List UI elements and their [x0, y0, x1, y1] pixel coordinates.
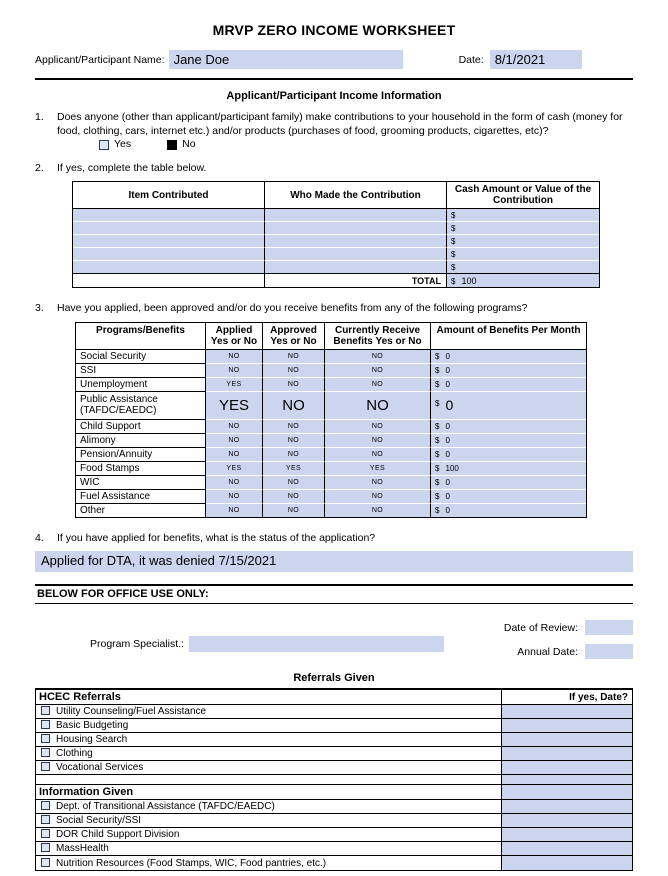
applied-value[interactable]: YES [206, 462, 263, 476]
referral-label: Housing Search [56, 734, 128, 746]
who-made-cell[interactable] [265, 209, 447, 222]
office-use-header [35, 584, 633, 604]
column-header: Approved Yes or No [263, 323, 325, 350]
hcec-referrals-header: HCEC Referrals [36, 690, 502, 705]
question-3-text: Have you applied, been approved and/or do you receive benefits from any of the following programs? [57, 302, 528, 315]
header-divider [35, 78, 633, 80]
referral-label: Social Security/SSI [56, 815, 142, 827]
referral-label: MassHealth [56, 843, 109, 855]
amount-value: 0 [445, 477, 450, 487]
program-specialist-label: Program Specialist.: [90, 638, 184, 651]
approved-value[interactable]: NO [263, 434, 325, 448]
referral-label: Utility Counseling/Fuel Assistance [56, 706, 207, 718]
program-name: SSI [76, 364, 206, 378]
dollar-sign: $ [435, 379, 440, 389]
cash-amount-cell[interactable] [447, 222, 599, 235]
dollar-sign: $ [435, 435, 440, 445]
question-4-text: If you have applied for benefits, what is the status of the application? [57, 531, 376, 544]
date-input[interactable]: 8/1/2021 [490, 50, 582, 69]
contribution-table [72, 181, 600, 288]
question-3 [35, 302, 633, 316]
checkbox[interactable] [41, 843, 50, 852]
amount-value: 0 [445, 397, 454, 414]
list-item [36, 828, 632, 842]
date-cell[interactable] [502, 719, 632, 733]
receive-value[interactable]: NO [325, 490, 431, 504]
table-row [73, 248, 599, 261]
item-contributed-cell[interactable] [73, 235, 265, 248]
program-name: Food Stamps [76, 462, 206, 476]
referral-label: Nutrition Resources (Food Stamps, WIC, Food pantries, etc.) [56, 857, 327, 869]
dollar-sign: $ [435, 505, 440, 515]
total-amount-value: 100 [461, 275, 477, 286]
checkbox[interactable] [41, 762, 50, 771]
question-2-text: If yes, complete the table below. [57, 161, 207, 174]
amount-cell[interactable] [431, 448, 586, 462]
column-header: Applied Yes or No [206, 323, 263, 350]
column-header: Amount of Benefits Per Month [431, 323, 586, 350]
receive-value[interactable]: NO [325, 476, 431, 490]
question-1-text: Does anyone (other than applicant/participant family) make contributions to your household in the form of cash (money for food, clothing, cars, internet etc.) and/or products (purchases of food, grooming products, cigarettes, etc)? [57, 111, 623, 137]
total-amount-cell[interactable] [447, 274, 599, 287]
who-made-cell[interactable] [265, 222, 447, 235]
table-row [76, 350, 586, 364]
applied-value[interactable]: NO [206, 490, 263, 504]
page-title: MRVP ZERO INCOME WORKSHEET [212, 22, 456, 38]
receive-value[interactable]: NO [325, 504, 431, 517]
receive-value[interactable]: NO [325, 434, 431, 448]
list-item [36, 800, 632, 814]
question-4 [35, 532, 633, 546]
amount-value: 100 [445, 463, 459, 473]
date-cell[interactable] [502, 775, 632, 785]
checkbox[interactable] [41, 706, 50, 715]
total-label: TOTAL [265, 274, 447, 287]
checkbox[interactable] [41, 815, 50, 824]
referrals-given-title: Referrals Given [293, 672, 375, 685]
contribution-header-row [73, 182, 599, 209]
yes-label: Yes [114, 138, 132, 151]
amount-value: 0 [445, 365, 450, 375]
amount-value: 0 [445, 505, 450, 515]
amount-cell[interactable] [431, 476, 586, 490]
annual-date-input[interactable] [585, 644, 633, 659]
table-row [76, 434, 586, 448]
approved-value[interactable]: YES [263, 462, 325, 476]
table-row [76, 364, 586, 378]
dollar-sign: $ [435, 351, 440, 361]
date-cell[interactable] [502, 828, 632, 842]
applied-value[interactable]: NO [206, 364, 263, 378]
item-contributed-cell[interactable] [73, 248, 265, 261]
referrals-table [35, 688, 633, 871]
approved-value[interactable]: NO [263, 490, 325, 504]
receive-value[interactable]: NO [325, 378, 431, 392]
table-row [76, 420, 586, 434]
program-name: Unemployment [76, 378, 206, 392]
question-number: 1. [35, 111, 44, 123]
program-name: Pension/Annuity [76, 448, 206, 462]
program-specialist-input[interactable] [189, 636, 444, 652]
date-of-review-label: Date of Review: [503, 621, 578, 634]
list-item [36, 856, 632, 870]
dollar-sign: $ [435, 421, 440, 431]
who-made-cell[interactable] [265, 248, 447, 261]
checkbox[interactable] [41, 720, 50, 729]
benefits-table [75, 322, 587, 518]
referral-label: Basic Budgeting [56, 720, 129, 732]
spacer-row [36, 775, 632, 785]
column-header: Item Contributed [73, 182, 265, 209]
applied-value[interactable]: YES [206, 378, 263, 392]
amount-cell[interactable] [431, 490, 586, 504]
dollar-sign: $ [435, 463, 440, 473]
program-name: Social Security [76, 350, 206, 364]
program-name: WIC [76, 476, 206, 490]
date-cell[interactable] [502, 842, 632, 856]
column-header: Who Made the Contribution [265, 182, 447, 209]
office-use-title: BELOW FOR OFFICE USE ONLY: [37, 588, 209, 601]
approved-value[interactable]: NO [263, 350, 325, 364]
hcec-header-row [36, 690, 632, 705]
applicant-header-row [35, 50, 633, 69]
table-row [76, 392, 586, 420]
date-cell[interactable] [502, 800, 632, 814]
date-cell[interactable] [502, 814, 632, 828]
q1-choices [99, 138, 232, 152]
who-made-cell[interactable] [265, 235, 447, 248]
date-cell[interactable] [502, 705, 632, 719]
question-2 [35, 162, 633, 176]
blank-cell [36, 775, 502, 785]
item-contributed-cell[interactable] [73, 209, 265, 222]
question-number: 2. [35, 161, 44, 174]
total-row [73, 274, 599, 287]
benefits-header-row [76, 323, 586, 350]
amount-value: 0 [445, 379, 450, 389]
table-row [76, 476, 586, 490]
applied-value[interactable]: NO [206, 350, 263, 364]
list-item [36, 747, 632, 761]
column-header: Cash Amount or Value of the Contribution [447, 182, 599, 209]
yes-checkbox[interactable] [99, 140, 109, 150]
amount-cell[interactable] [431, 434, 586, 448]
table-row [73, 261, 599, 274]
applied-value[interactable]: NO [206, 448, 263, 462]
receive-value[interactable]: NO [325, 448, 431, 462]
date-cell[interactable] [502, 785, 632, 800]
checkbox[interactable] [41, 734, 50, 743]
who-made-cell[interactable] [265, 261, 447, 274]
date-cell[interactable] [502, 733, 632, 747]
dollar-sign: $ [451, 224, 456, 234]
checkbox[interactable] [41, 858, 50, 867]
amount-cell[interactable] [431, 392, 586, 420]
receive-value[interactable]: YES [325, 462, 431, 476]
amount-cell[interactable] [431, 420, 586, 434]
table-row [73, 235, 599, 248]
amount-value: 0 [445, 449, 450, 459]
amount-cell[interactable] [431, 504, 586, 517]
question-number: 4. [35, 531, 44, 544]
approved-value[interactable]: NO [263, 378, 325, 392]
application-status-input[interactable]: Applied for DTA, it was denied 7/15/2021 [35, 551, 633, 572]
table-row [76, 462, 586, 476]
no-label: No [182, 138, 196, 151]
table-row [76, 378, 586, 392]
list-item [36, 705, 632, 719]
applied-value[interactable]: NO [206, 420, 263, 434]
dollar-sign: $ [451, 276, 456, 286]
checkbox[interactable] [41, 829, 50, 838]
dollar-sign: $ [435, 449, 440, 459]
table-row [76, 448, 586, 462]
table-row [76, 504, 586, 517]
table-row [76, 490, 586, 504]
dollar-sign: $ [435, 365, 440, 375]
receive-value[interactable]: NO [325, 392, 431, 420]
amount-value: 0 [445, 351, 450, 361]
date-cell[interactable] [502, 747, 632, 761]
receive-value[interactable]: NO [325, 350, 431, 364]
dollar-sign: $ [451, 237, 456, 247]
approved-value[interactable]: NO [263, 504, 325, 517]
table-row [73, 222, 599, 235]
amount-value: 0 [445, 435, 450, 445]
program-name: Alimony [76, 434, 206, 448]
amount-cell[interactable] [431, 350, 586, 364]
approved-value[interactable]: NO [263, 476, 325, 490]
dollar-sign: $ [435, 477, 440, 487]
office-divider-bottom [35, 603, 633, 604]
applicant-name-label: Applicant/Participant Name: [35, 53, 165, 66]
applied-value[interactable]: YES [206, 392, 263, 420]
applied-value[interactable]: NO [206, 434, 263, 448]
list-item [36, 761, 632, 775]
question-1 [35, 111, 633, 153]
amount-value: 0 [445, 421, 450, 431]
item-contributed-cell[interactable] [73, 261, 265, 274]
date-label: Date: [458, 53, 484, 66]
office-use-fields [35, 620, 633, 668]
income-section-title: Applicant/Participant Income Information [226, 90, 442, 102]
approved-value[interactable]: NO [263, 448, 325, 462]
item-contributed-cell[interactable] [73, 222, 265, 235]
date-of-review-input[interactable] [585, 620, 633, 635]
table-row [73, 209, 599, 222]
applicant-name-input[interactable]: Jane Doe [169, 50, 403, 69]
annual-date-label: Annual Date: [517, 645, 578, 658]
if-yes-date-header: If yes, Date? [502, 690, 632, 705]
amount-cell[interactable] [431, 378, 586, 392]
referral-label: Clothing [56, 748, 93, 760]
applied-value[interactable]: NO [206, 476, 263, 490]
receive-value[interactable]: NO [325, 420, 431, 434]
approved-value[interactable]: NO [263, 420, 325, 434]
receive-value[interactable]: NO [325, 364, 431, 378]
approved-value[interactable]: NO [263, 364, 325, 378]
cash-amount-cell[interactable] [447, 261, 599, 274]
checkbox[interactable] [41, 748, 50, 757]
question-number: 3. [35, 302, 44, 315]
column-header: Programs/Benefits [76, 323, 206, 350]
referral-label: DOR Child Support Division [56, 829, 180, 841]
dollar-sign: $ [451, 250, 456, 260]
cash-amount-cell[interactable] [447, 235, 599, 248]
list-item [36, 842, 632, 856]
list-item [36, 733, 632, 747]
applied-value[interactable]: NO [206, 504, 263, 517]
amount-cell[interactable] [431, 364, 586, 378]
referral-label: Dept. of Transitional Assistance (TAFDC/EAEDC) [56, 801, 275, 813]
date-cell[interactable] [502, 856, 632, 870]
cash-amount-cell[interactable] [447, 248, 599, 261]
date-cell[interactable] [502, 761, 632, 775]
list-item [36, 814, 632, 828]
dollar-sign: $ [435, 399, 440, 409]
cash-amount-cell[interactable] [447, 209, 599, 222]
no-checkbox[interactable] [167, 140, 177, 150]
program-name: Public Assistance (TAFDC/EAEDC) [76, 392, 206, 420]
amount-value: 0 [445, 491, 450, 501]
dollar-sign: $ [451, 211, 456, 221]
program-name: Other [76, 504, 206, 517]
dollar-sign: $ [451, 263, 456, 273]
program-name: Child Support [76, 420, 206, 434]
amount-cell[interactable] [431, 462, 586, 476]
checkbox[interactable] [41, 801, 50, 810]
information-given-header-row [36, 785, 632, 800]
program-name: Fuel Assistance [76, 490, 206, 504]
referral-label: Vocational Services [56, 762, 144, 774]
list-item [36, 719, 632, 733]
information-given-header: Information Given [36, 785, 502, 800]
dollar-sign: $ [435, 491, 440, 501]
blank-cell [73, 274, 265, 287]
column-header: Currently Receive Benefits Yes or No [325, 323, 431, 350]
approved-value[interactable]: NO [263, 392, 325, 420]
